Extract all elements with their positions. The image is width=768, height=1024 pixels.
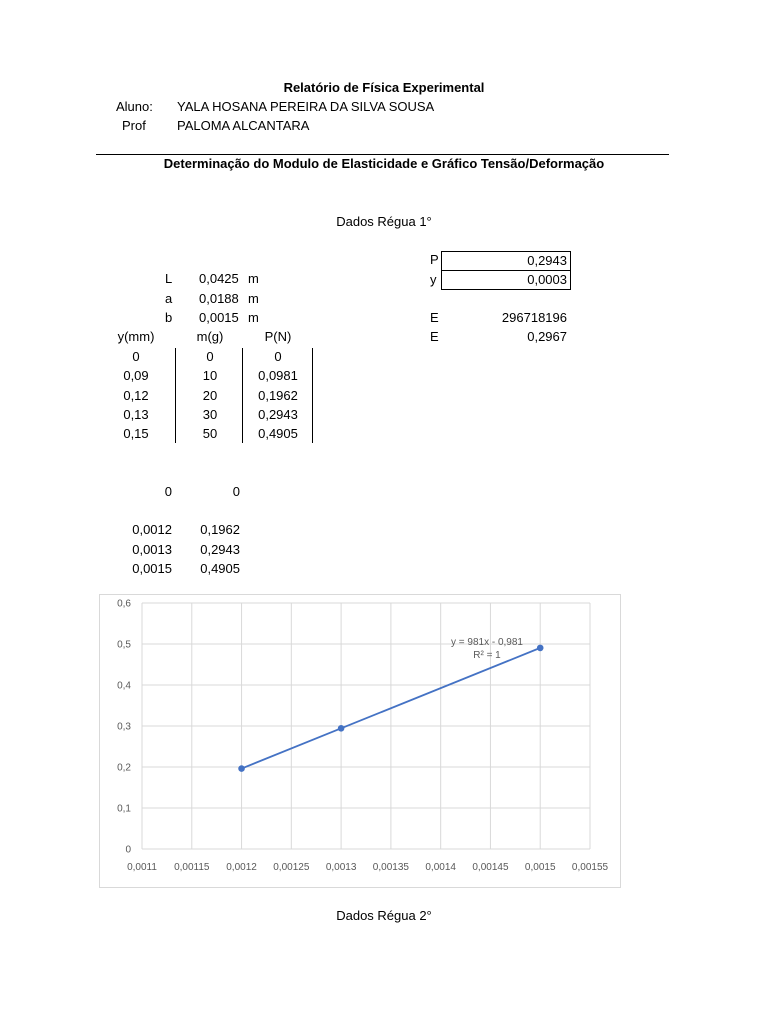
e2-label: E: [430, 329, 439, 344]
report-title: Relatório de Física Experimental: [283, 80, 485, 95]
table-cell: 0,2943: [258, 407, 298, 422]
y-tick-label: 0,1: [117, 803, 131, 815]
table-cell: 30: [202, 407, 218, 422]
x-tick-label: 0,00155: [571, 862, 609, 873]
table-header: m(g): [196, 329, 224, 344]
e2-value: 0,2967: [527, 329, 567, 344]
x-tick-label: 0,0012: [226, 862, 257, 873]
param-name: b: [165, 310, 173, 325]
data-point: [238, 765, 245, 772]
param-name: L: [165, 271, 173, 286]
table-divider: [242, 348, 243, 443]
table-cell: 10: [202, 368, 218, 383]
pair-x: 0,0013: [132, 542, 172, 557]
pair-x: 0,0012: [132, 522, 172, 537]
table-cell: 0: [274, 349, 282, 364]
table-header: y(mm): [117, 329, 155, 344]
param-value: 0,0188: [199, 291, 239, 306]
table-cell: 0: [206, 349, 214, 364]
y-tick-label: 0: [125, 844, 131, 856]
prof-name: PALOMA ALCANTARA: [177, 118, 310, 133]
table-cell: 0,09: [123, 368, 149, 383]
section2-title: Dados Régua 2°: [336, 908, 432, 923]
x-tick-label: 0,0013: [325, 862, 357, 873]
table-cell: 50: [202, 426, 218, 441]
table-cell: 0,4905: [258, 426, 298, 441]
y-tick-label: 0,6: [117, 598, 131, 610]
table-divider: [312, 348, 313, 443]
table-cell: 0,13: [123, 407, 149, 422]
table-cell: 0: [132, 349, 140, 364]
data-point: [338, 725, 345, 732]
chart-border: [100, 595, 621, 888]
trendline-r2: R² = 1: [473, 650, 501, 661]
param-unit: m: [248, 291, 259, 306]
pair-y: 0,2943: [200, 542, 240, 557]
y-tick-label: 0,2: [117, 762, 131, 774]
table-divider: [175, 348, 176, 443]
p-value: 0,2943: [527, 253, 567, 268]
header-divider: [96, 154, 669, 155]
x-tick-label: 0,00115: [174, 862, 210, 873]
x-tick-label: 0,00145: [472, 862, 509, 873]
x-tick-label: 0,00125: [273, 862, 310, 873]
x-tick-label: 0,00135: [372, 862, 409, 873]
e1-label: E: [430, 310, 439, 325]
y-tick-label: 0,5: [117, 639, 131, 651]
aluno-label: Aluno:: [116, 99, 153, 114]
data-point: [537, 645, 544, 652]
y-value: 0,0003: [527, 272, 567, 287]
section1-title: Dados Régua 1°: [336, 214, 432, 229]
pair-y: 0,4905: [200, 561, 240, 576]
trendline-equation: y = 981x - 0,981: [451, 637, 523, 648]
param-unit: m: [248, 271, 259, 286]
param-value: 0,0015: [199, 310, 239, 325]
table-cell: 0,1962: [258, 388, 298, 403]
x-tick-label: 0,0015: [524, 862, 556, 873]
section-subtitle: Determinação do Modulo de Elasticidade e Gráfico Tensão/Deformação: [163, 156, 605, 171]
aluno-name: YALA HOSANA PEREIRA DA SILVA SOUSA: [177, 99, 435, 114]
p-label: P: [430, 252, 439, 267]
y-label: y: [430, 272, 437, 287]
y-value-cell: [441, 270, 571, 290]
prof-label: Prof: [122, 118, 146, 133]
table-cell: 0,15: [123, 426, 149, 441]
y-tick-label: 0,3: [117, 721, 131, 733]
stress-strain-chart: [99, 594, 621, 888]
table-cell: 0,12: [123, 388, 149, 403]
pair-x: 0,0015: [132, 561, 172, 576]
param-value: 0,0425: [199, 271, 239, 286]
table-cell: 0,0981: [258, 368, 298, 383]
pair-y: 0,1962: [200, 522, 240, 537]
table-header: P(N): [264, 329, 292, 344]
x-tick-label: 0,0014: [425, 862, 456, 873]
param-unit: m: [248, 310, 259, 325]
y-tick-label: 0,4: [117, 680, 131, 692]
pair-x: 0: [164, 484, 172, 499]
table-cell: 20: [202, 388, 218, 403]
p-value-cell: [441, 251, 571, 271]
x-tick-label: 0,0011: [127, 862, 157, 873]
pair-y: 0: [232, 484, 240, 499]
param-name: a: [165, 291, 173, 306]
e1-value: 296718196: [501, 310, 567, 325]
